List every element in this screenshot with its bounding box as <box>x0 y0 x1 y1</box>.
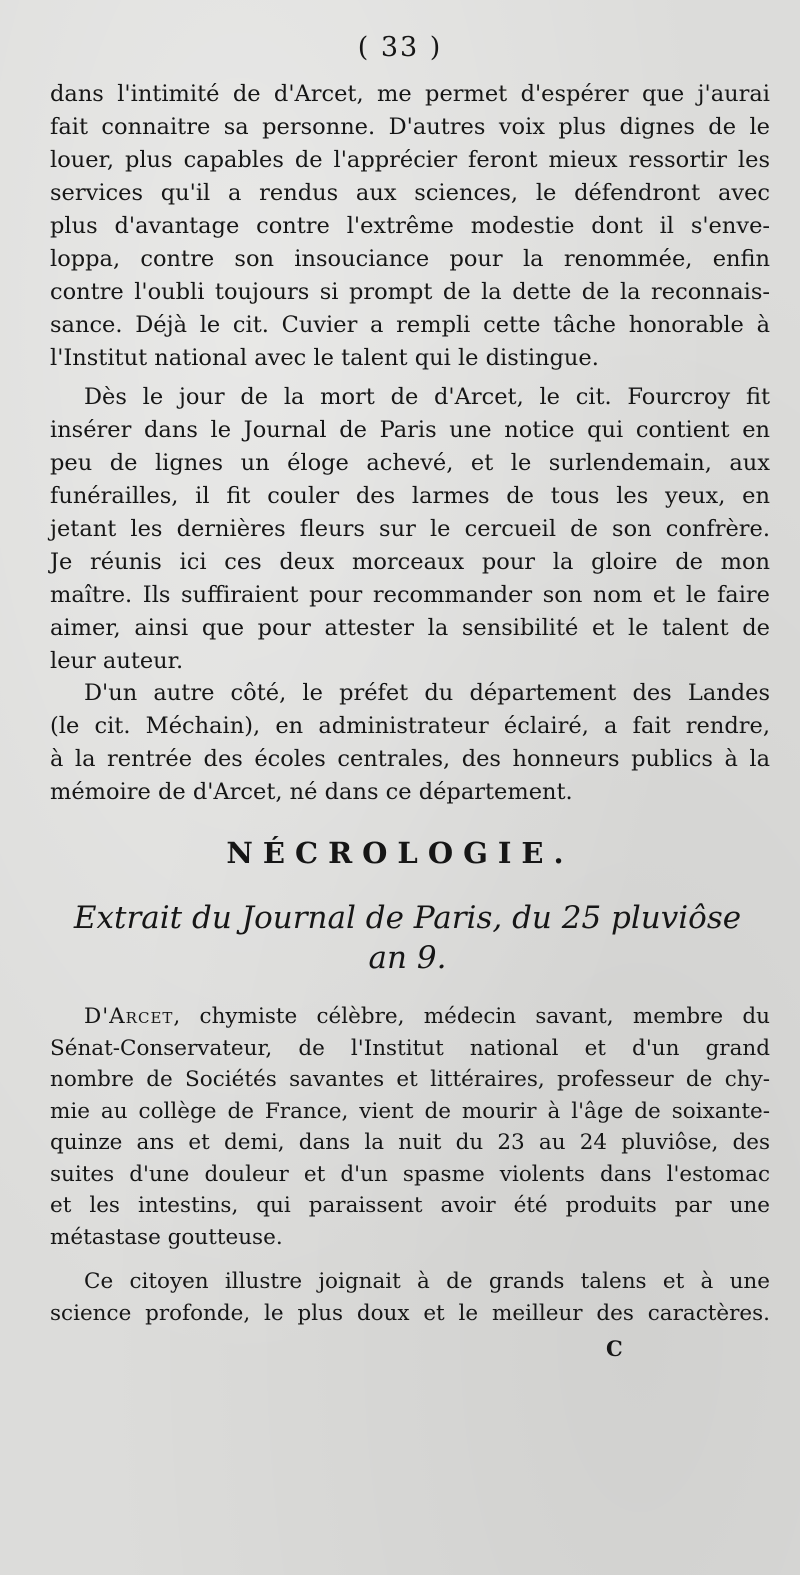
character-paragraph <box>50 1266 770 1329</box>
text-line: mémoire de d'Arcet, né dans ce département. <box>50 779 573 805</box>
intro-paragraph <box>50 78 770 375</box>
text-line: peu de lignes un éloge achevé, et le surlendemain, aux <box>50 450 770 476</box>
text-line: maître. Ils suffiraient pour recommander son nom et le faire <box>50 582 770 608</box>
text-line: aimer, ainsi que pour attester la sensibilité et le talent de <box>50 615 770 641</box>
text-line: (le cit. Méchain), en administrateur éclairé, a fait rendre, <box>50 713 770 739</box>
fourcroy-paragraph <box>50 381 770 678</box>
text-line: mie au collège de France, vient de mourir à l'âge de soixante- <box>50 1098 770 1124</box>
subtitle-line: Extrait du Journal de Paris, du 25 pluviôse <box>73 900 742 936</box>
text-line: science profonde, le plus doux et le meilleur des caractères. <box>50 1300 770 1326</box>
text-line: loppa, contre son insouciance pour la renommée, enfin <box>50 246 770 272</box>
text-line: Sénat-Conservateur, de l'Institut national et d'un grand <box>50 1035 770 1061</box>
text-line: dans l'intimité de d'Arcet, me permet d'espérer que j'aurai <box>50 81 770 107</box>
section-heading: NÉCROLOGIE. <box>226 836 574 870</box>
subtitle-line: an 9. <box>368 940 447 976</box>
text-line: plus d'avantage contre l'extrême modestie dont il s'enve- <box>50 213 770 239</box>
text-line: insérer dans le Journal de Paris une notice qui contient en <box>50 417 770 443</box>
page-number: ( 33 ) <box>357 32 443 63</box>
text-line: leur auteur. <box>50 648 184 674</box>
text-line: jetant les dernières fleurs sur le cercueil de son confrère. <box>50 516 770 542</box>
text-line: fait connaitre sa personne. D'autres voix plus dignes de le <box>50 114 770 140</box>
text-line: sance. Déjà le cit. Cuvier a rempli cette tâche honorable à <box>50 312 770 338</box>
text-line: services qu'il a rendus aux sciences, le défendront avec <box>50 180 770 206</box>
text-line <box>50 1001 770 1033</box>
prefect-paragraph <box>50 677 770 809</box>
text-line: Ce citoyen illustre joignait à de grands talens et à une <box>84 1269 770 1294</box>
text-line: et les intestins, qui paraissent avoir été produits par une <box>50 1193 770 1218</box>
text-line: D'un autre côté, le préfet du département des Landes <box>84 680 770 706</box>
obituary-name: D'Arcet <box>84 1004 174 1029</box>
text-fragment: , chymiste célèbre, médecin savant, membre du <box>173 1004 770 1029</box>
text-line: à la rentrée des écoles centrales, des honneurs publics à la <box>50 746 770 772</box>
text-line: funérailles, il fit couler des larmes de tous les yeux, en <box>50 483 770 509</box>
signature-mark: C <box>606 1336 623 1361</box>
section-subtitle <box>55 898 760 978</box>
text-line: l'Institut national avec le talent qui le distingue. <box>50 345 599 371</box>
text-line: Je réunis ici ces deux morceaux pour la gloire de mon <box>50 549 770 575</box>
text-line: louer, plus capables de l'apprécier feront mieux ressortir les <box>50 147 770 173</box>
text-line: quinze ans et demi, dans la nuit du 23 au 24 pluviôse, des <box>50 1130 770 1155</box>
text-line: suites d'une douleur et d'un spasme violents dans l'estomac <box>50 1161 770 1187</box>
text-line: nombre de Sociétés savantes et littéraires, professeur de chy- <box>50 1067 770 1092</box>
text-line: métastase goutteuse. <box>50 1224 283 1250</box>
obituary-paragraph <box>50 1001 770 1253</box>
text-line: contre l'oubli toujours si prompt de la dette de la reconnais- <box>50 279 770 305</box>
text-line: Dès le jour de la mort de d'Arcet, le cit. Fourcroy fit <box>84 384 770 410</box>
